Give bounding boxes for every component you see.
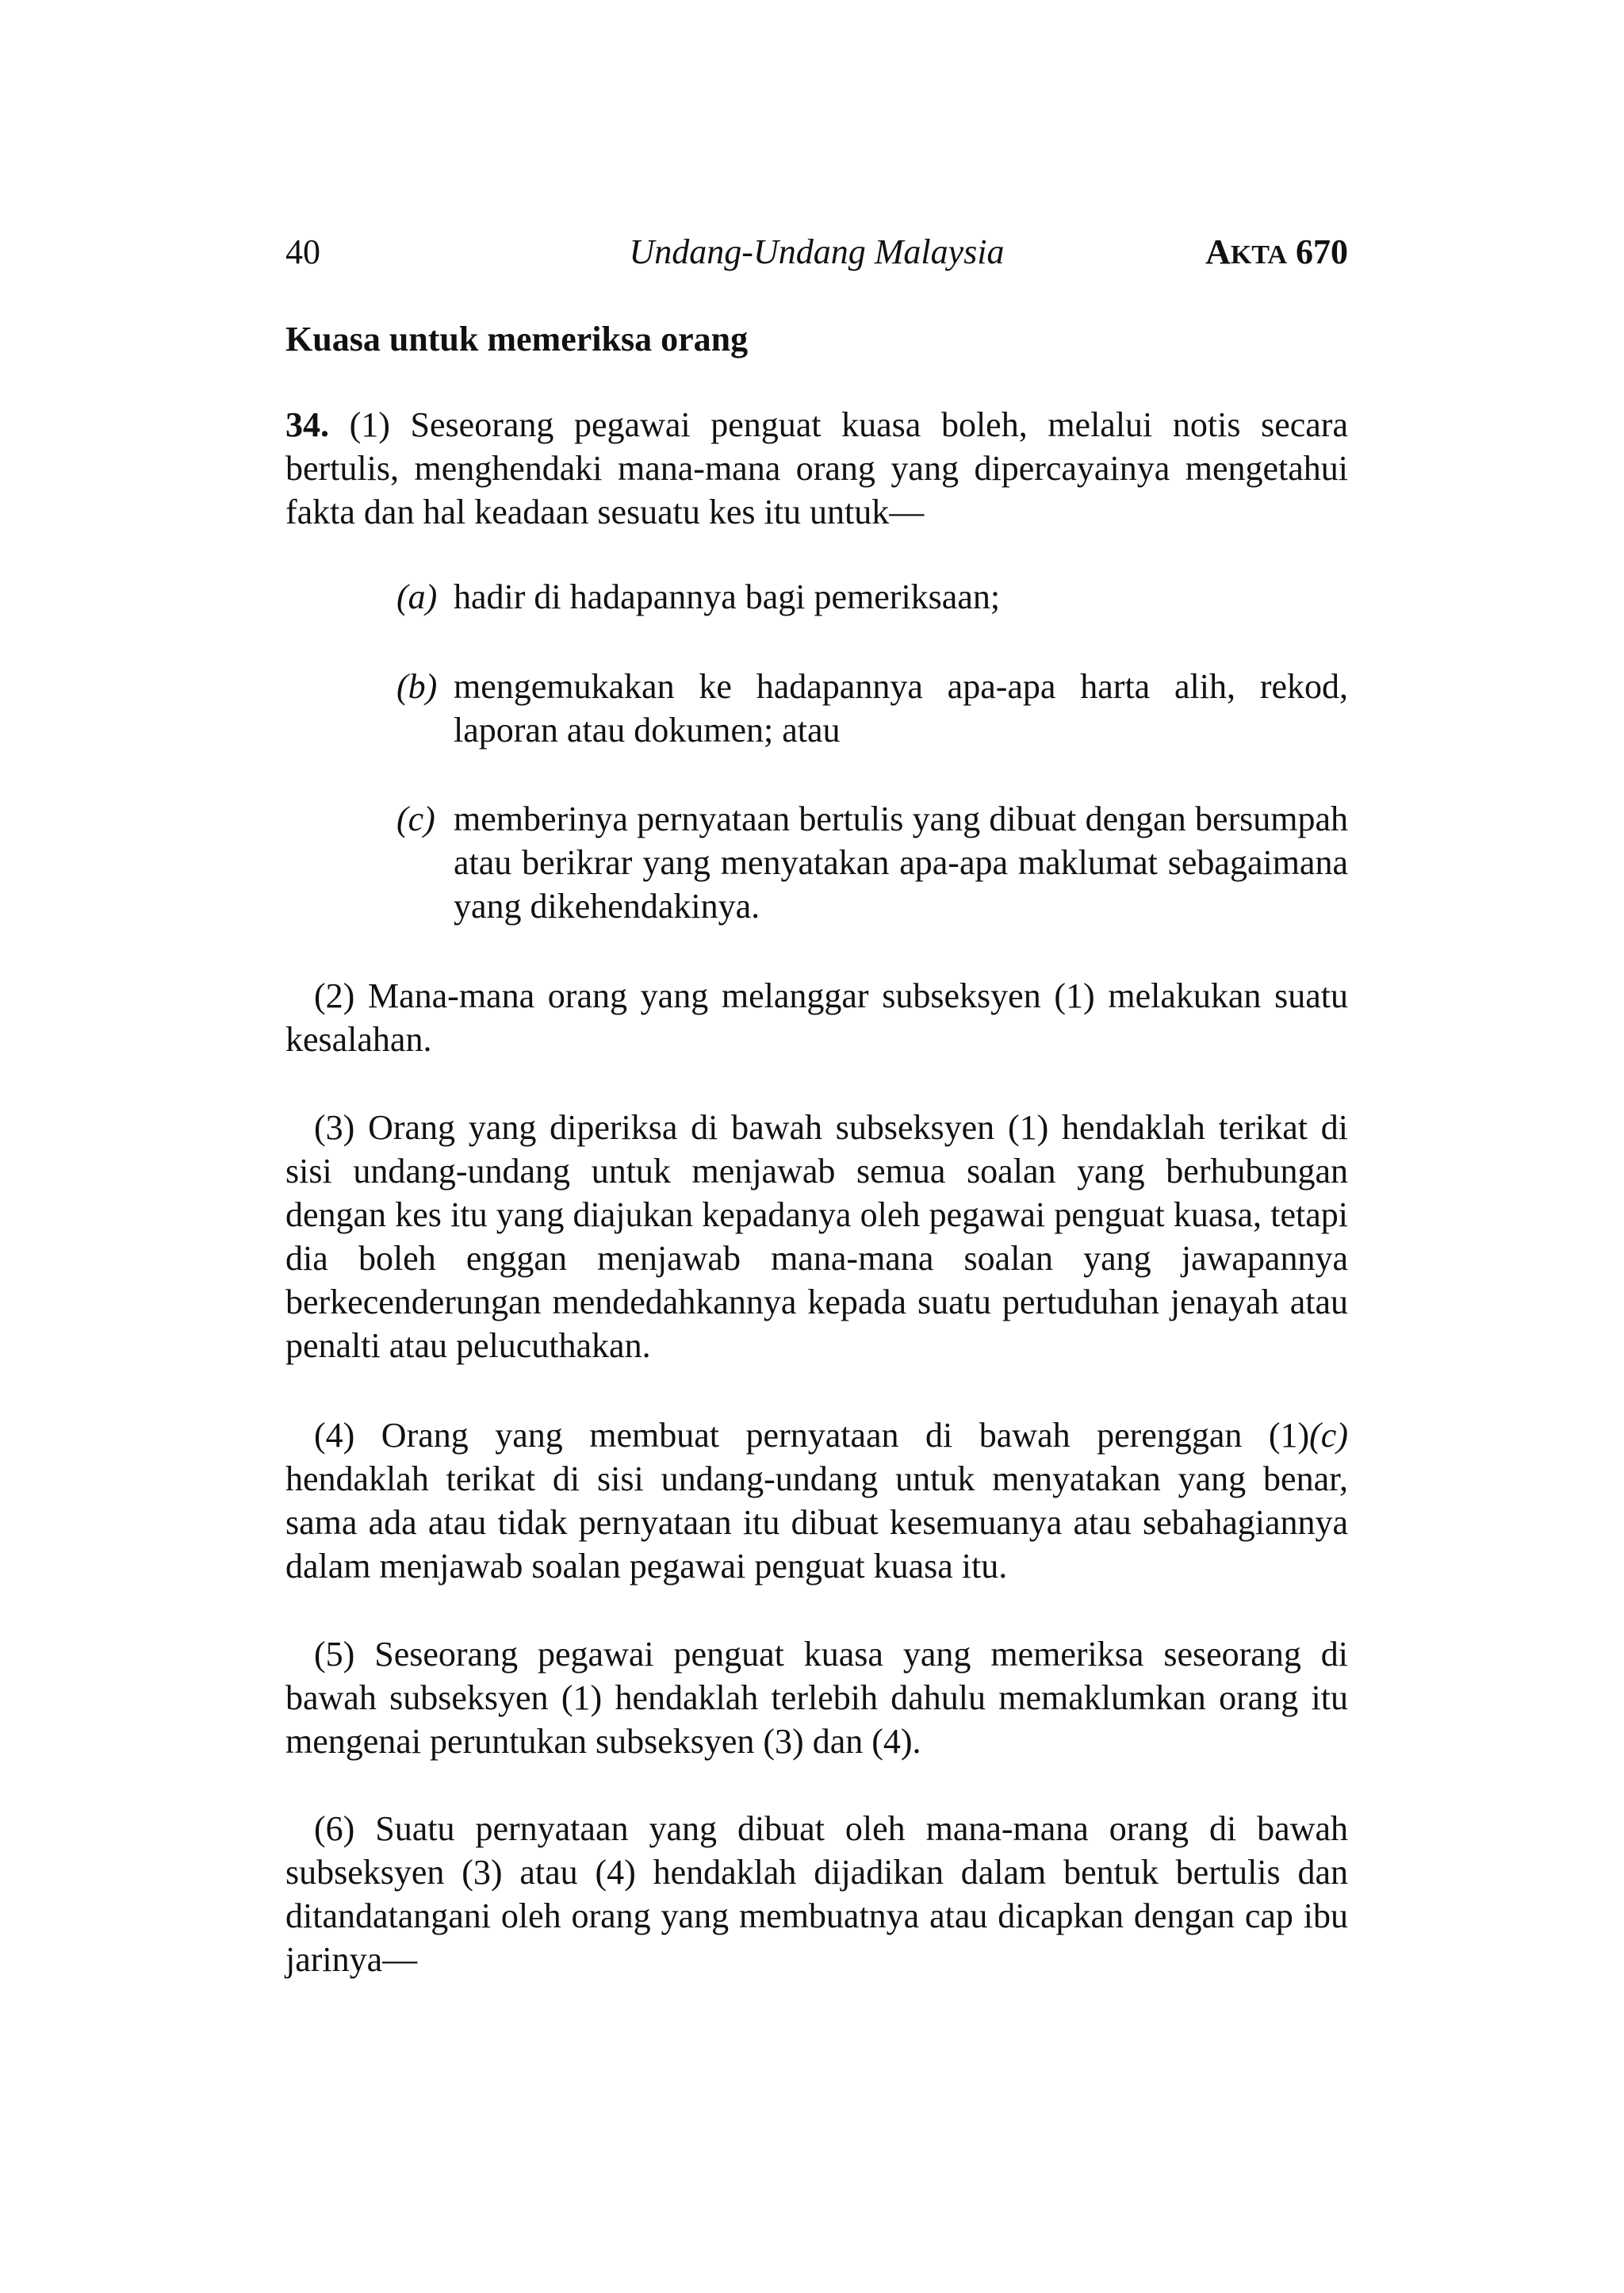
subsection-2-text: (2) Mana-mana orang yang melanggar subseksyen (1) melakukan suatu kesalahan. xyxy=(285,976,1348,1059)
paragraph-label: (c) xyxy=(396,799,435,838)
section-number: 34. xyxy=(285,405,329,444)
page-number: 40 xyxy=(285,232,320,271)
subsection-4-text-a: (4) Orang yang membuat pernyataan di bawah perenggan (1) xyxy=(314,1416,1310,1455)
act-smallcaps: KTA xyxy=(1230,240,1287,270)
act-number: 670 xyxy=(1296,232,1348,271)
paragraph-text: mengemukakan ke hadapannya apa-apa harta alih, rekod, laporan atau dokumen; atau xyxy=(454,667,1348,750)
running-head xyxy=(285,228,1348,276)
subsection-3 xyxy=(285,1106,1348,1367)
paragraph-label: (b) xyxy=(396,667,438,706)
running-title: Undang-Undang Malaysia xyxy=(629,232,1005,271)
subsection-6 xyxy=(285,1807,1348,1981)
act-prefix: A xyxy=(1205,232,1231,271)
subsection-4 xyxy=(285,1413,1348,1588)
act-reference xyxy=(1205,228,1348,279)
paragraph-text: hadir di hadapannya bagi pemeriksaan; xyxy=(454,577,1001,616)
subsection-4-ref: (c) xyxy=(1309,1416,1348,1455)
subsection-4-text-b: hendaklah terikat di sisi undang-undang untuk menyatakan yang benar, sama ada atau tidak pernyataan itu dibuat kesemuanya atau sebahagiannya dalam menjawab soalan pegawai penguat kuasa itu. xyxy=(285,1459,1348,1586)
paragraph-a xyxy=(396,575,1348,619)
paragraph-b xyxy=(396,665,1348,752)
subsection-1 xyxy=(285,403,1348,534)
subsection-5 xyxy=(285,1632,1348,1763)
section-heading: Kuasa untuk memeriksa orang xyxy=(285,320,749,359)
subsection-2 xyxy=(285,974,1348,1061)
paragraph-text: memberinya pernyataan bertulis yang dibuat dengan bersumpah atau berikrar yang menyatakan apa-apa maklumat sebagaimana yang dikehendakinya. xyxy=(454,799,1348,926)
subsection-3-text: (3) Orang yang diperiksa di bawah subseksyen (1) hendaklah terikat di sisi undang-undang untuk menjawab semua soalan yang berhubungan dengan kes itu yang diajukan kepadanya oleh pegawai penguat kuasa, tetapi dia boleh enggan menjawab mana-mana soalan yang jawapannya berkecenderungan mendedahkannya kepada suatu pertuduhan jenayah atau penalti atau pelucuthakan. xyxy=(285,1108,1348,1365)
subsection-6-text: (6) Suatu pernyataan yang dibuat oleh mana-mana orang di bawah subseksyen (3) atau (4) hendaklah dijadikan dalam bentuk bertulis dan ditandatangani oleh orang yang membuatnya atau dicapkan dengan cap ibu jarinya— xyxy=(285,1809,1348,1979)
subsection-5-text: (5) Seseorang pegawai penguat kuasa yang memeriksa seseorang di bawah subseksyen (1) hendaklah terlebih dahulu memaklumkan orang itu mengenai peruntukan subseksyen (3) dan (4). xyxy=(285,1635,1348,1761)
paragraph-c xyxy=(396,797,1348,928)
paragraph-label: (a) xyxy=(396,577,438,616)
subsection-1-text: (1) Seseorang pegawai penguat kuasa boleh, melalui notis secara bertulis, menghendaki mana-mana orang yang dipercayainya mengetahui fakta dan hal keadaan sesuatu kes itu untuk— xyxy=(285,405,1348,531)
